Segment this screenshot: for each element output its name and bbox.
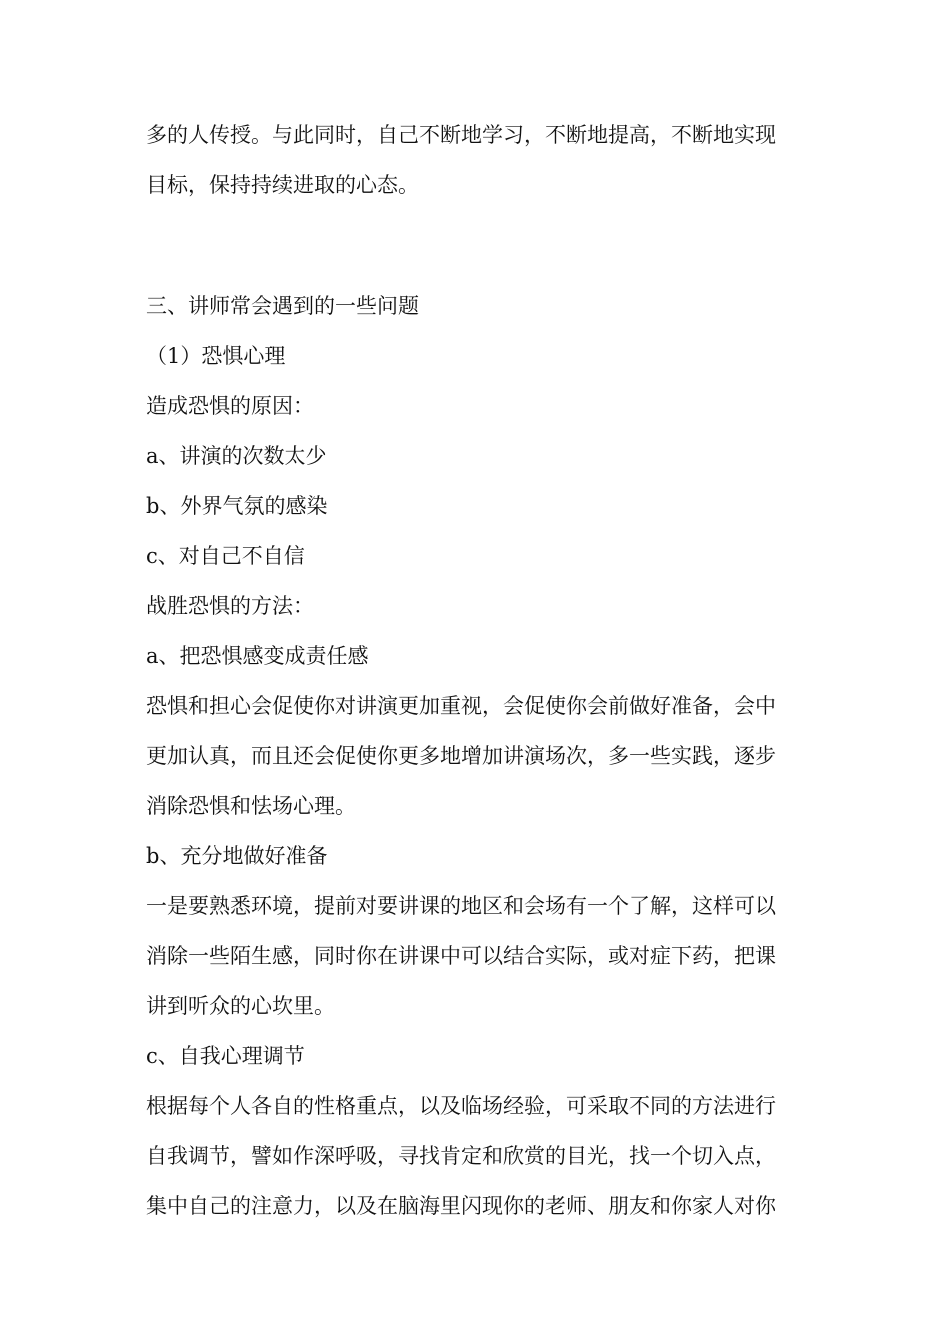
method-b-title: b、充分地做好准备 (146, 844, 328, 868)
cause-item-c: c、对自己不自信 (146, 544, 305, 568)
cause-item-a: a、讲演的次数太少 (146, 444, 327, 468)
document-body (146, 110, 814, 1231)
method-a-title: a、把恐惧感变成责任感 (146, 644, 369, 668)
continuation-line-2: 目标，保持持续进取的心态。 (146, 173, 419, 197)
causes-label: 造成恐惧的原因： (146, 394, 314, 418)
methods-label: 战胜恐惧的方法： (146, 594, 314, 618)
method-b-body-line-2: 消除一些陌生感，同时你在讲课中可以结合实际，或对症下药，把课 (146, 944, 776, 968)
cause-item-b: b、外界气氛的感染 (146, 494, 328, 518)
method-c-title: c、自我心理调节 (146, 1044, 305, 1068)
method-c-body-line-1: 根据每个人各自的性格重点，以及临场经验，可采取不同的方法进行 (146, 1094, 776, 1118)
continuation-line-1: 多的人传授。与此同时，自己不断地学习，不断地提高，不断地实现 (146, 123, 776, 147)
method-c-body-line-3: 集中自己的注意力，以及在脑海里闪现你的老师、朋友和你家人对你 (146, 1194, 776, 1218)
method-a-body-line-2: 更加认真，而且还会促使你更多地增加讲演场次，多一些实践，逐步 (146, 744, 776, 768)
method-b-body-line-1: 一是要熟悉环境，提前对要讲课的地区和会场有一个了解，这样可以 (146, 894, 776, 918)
section-heading: 三、讲师常会遇到的一些问题 (146, 294, 419, 318)
method-b-body-line-3: 讲到听众的心坎里。 (146, 994, 335, 1018)
method-c-body-line-2: 自我调节，譬如作深呼吸，寻找肯定和欣赏的目光，找一个切入点， (146, 1144, 776, 1168)
method-a-body-line-3: 消除恐惧和怯场心理。 (146, 794, 356, 818)
subsection-heading: （1）恐惧心理 (146, 344, 286, 368)
paragraph-gap (146, 210, 814, 281)
method-a-body-line-1: 恐惧和担心会促使你对讲演更加重视，会促使你会前做好准备，会中 (146, 694, 776, 718)
